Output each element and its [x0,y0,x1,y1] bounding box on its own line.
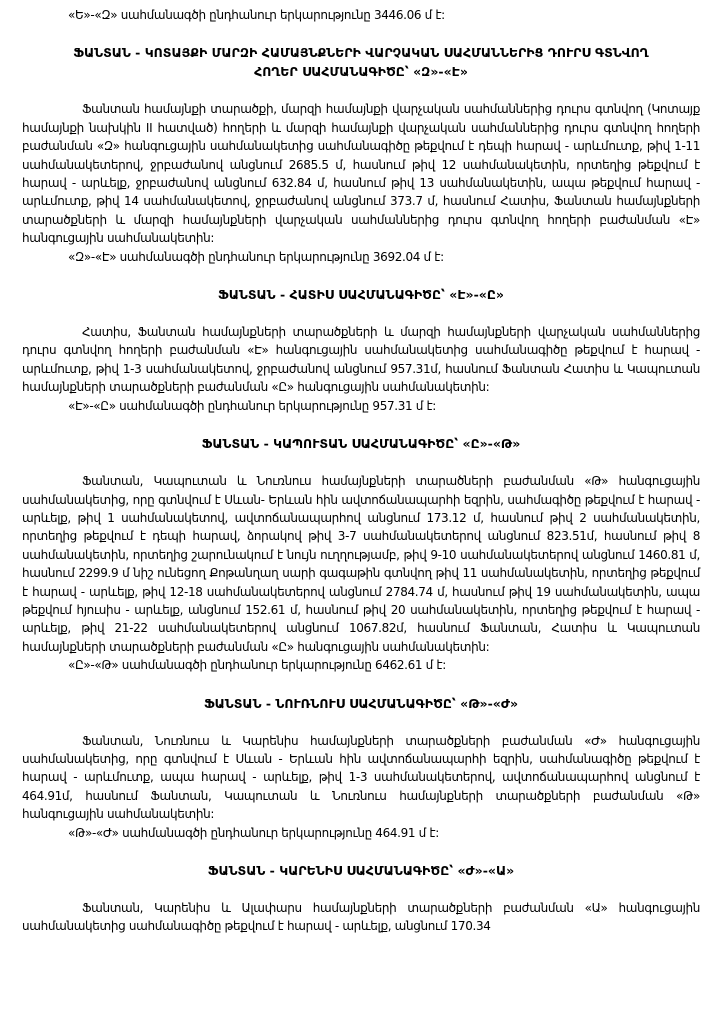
section-body: Ֆանտան, Նուռնուս և Կարենիս համայնքների տարածքների բաժանման «Ժ» հանգուցային սահմանակետից, որը գտնվում է Սևան - Երևան հին ավտոճանապարհի եզրին, սահմանագիծը թեքվում է հարավ - արևմուտք, ապա հարավ - արևելք, թիվ 1-3 սահմանակետերով, ավտոճանապարհով անցնում է 464.91մ, հասնում Ֆանտան, Կապուտան և Նուռնուս համայնքների տարածքների բաժանման «Թ» հանգուցային սահմանակետին: [22,733,700,822]
section-summary: «Ը»-«Թ» սահմանագծի ընդհանուր երկարությունը 6462.61 մ է: [68,658,446,673]
section-heading: ՖԱՆՏԱՆ - ՆՈՒՌՆՈՒՍ ՍԱՀՄԱՆԱԳԻԾԸ՝ «Թ»-«Ժ» [203,695,519,711]
section-heading: ՖԱՆՏԱՆ - ԿԱՐԵՆԻՍ ՍԱՀՄԱՆԱԳԻԾԸ՝ «Ժ»-«Ա» [207,863,515,878]
section-body: Ֆանտան, Կարենիս և Ալափարս համայնքների տարածքների բաժանման «Ա» հանգուցային սահմանակետից սահմանագիծը թեքվում է հարավ - արևելք, անցնում 170.34 [22,901,700,934]
section-summary: «Թ»-«Ժ» սահմանագծի ընդհանուր երկարությունը 464.91 մ է: [68,825,439,840]
section-body: Հատիս, Ֆանտան համայնքների տարածքների և մարզի համայնքների վարչական սահմաններից դուրս գտնվող հողերի բաժանման «Է» հանգուցային սահմանակետից սահմանագիծը թեքվում է հարավ - արևմուտք, թիվ 1-3 սահմանակետով, ջրբաժանով անցնում 957.31մ, հասնում Ֆանտան Հատիս և Կապուտան համայնքների տարածքների բաժանման «Ը» հանգուցային սահմանակետին: [22,325,700,395]
document-page [22,6,700,936]
section-heading: ՖԱՆՏԱՆ - ՀԱՏԻՍ ՍԱՀՄԱՆԱԳԻԾԸ՝ «Է»-«Ը» [218,287,504,303]
section-summary: «Զ»-«Է» սահմանագծի ընդհանուր երկարությունը 3692.04 մ է: [68,249,444,264]
section-heading: ՖԱՆՏԱՆ - ԿԱՊՈՒՏԱՆ ՍԱՀՄԱՆԱԳԻԾԸ՝ «Ը»-«Թ» [201,436,521,452]
section-fantan-kotayk [22,43,700,266]
section-fantan-nurnus [22,694,700,842]
section-fantan-karenis [22,861,700,936]
section-body: Ֆանտան համայնքի տարածքի, մարզի համայնքի վարչական սահմաններից դուրս գտնվող (Կոտայք համայնքի նախկին II հատված) հողերի և մարզի համայնքի վարչական սահմաններից դուրս գտնվող հողերի բաժանման «Զ» հանգուցային սահմանակետից սահմանագիծը թեքվում է դեպի հարավ - արևմուտք, թիվ 1-11 սահմանակետերով, ջրբաժանով անցնում 2685.5 մ, հասնում թիվ 12 սահմանակետին, որտեղից թեքվում է հարավ - արևելք, ջրբաժանով անցնում 632.84 մ, հասնում թիվ 13 սահմանակետին, ապա թեքվում հարավ - արևմուտք, թիվ 14 սահմանակետով, ջրբաժանով անցնում 373.7 մ, հասնում Հատիս, Ֆանտան համայնքների տարածքների և մարզի համայնքների վարչական սահմաններից դուրս գտնվող հողերի բաժանման «Է» հանգուցային սահմանակետին: [22,102,700,246]
section-fantan-hatis [22,285,700,415]
section-fantan-kaputan [22,434,700,674]
section-heading: ՖԱՆՏԱՆ - ԿՈՏԱՅՔԻ ՄԱՐԶԻ ՀԱՄԱՅՆՔՆԵՐԻ ՎԱՐՉԱԿԱՆ ՍԱՀՄԱՆՆԵՐԻՑ ԴՈՒՐՍ ԳՏՆՎՈՂ ՀՈՂԵՐ ՍԱՀՄԱՆԱԳԻԾԸ՝ «Զ»-«Է» [73,45,649,80]
section-body: Ֆանտան, Կապուտան և Նուռնուս համայնքների տարածների բաժանման «Թ» հանգուցային սահմանակետից, որը գտնվում է Սևան- Երևան հին ավտոճանապարհի եզրին, սահմագիծը թեքվում է հարավ - արևելք, թիվ 1 սահմանակետով, ավտոճանապարհով անցնում 173.12 մ, հասնում թիվ 2 սահմանակետին, որտեղից թեքվում է դեպի հարավ, ձորակով թիվ 3-7 սահմանակետերով անցնում 823.51մ, հասնում թիվ 8 սահմանակետին, որտեղից շարունակում է նույն ուղղությամբ, թիվ 9-10 սահմանակետերով անցնում 1460.81 մ, հասնում 2299.9 մ նիշ ունեցող Քոթանղաղ սարի գագաթին գտնվող թիվ 11 սահմանակետին, որտեղից թեքվում է հարավ - արևելք, թիվ 12-18 սահմանակետերով անցնում 2784.74 մ, հասնում թիվ 19 սահմանակետին, ապա թեքվում հյուսիս - արևելք, անցնում 152.61 մ, հասնում թիվ 20 սահմանակետին, որտեղից թեքվում է հարավ - արևելք, թիվ 21-22 սահմանակետերով անցնում 1067.82մ, հասնում Ֆանտան, Հատիս և Կապուտան համայնքների տարածքների բաժանման «Ը» հանգուցային սահմանակետին: [22,474,700,654]
section-summary: «Է»-«Ը» սահմանագծի ընդհանուր երկարությունը 957.31 մ է: [68,398,436,413]
intro-summary: «Ե»-«Զ» սահմանագծի ընդհանուր երկարությունը 3446.06 մ է: [68,8,445,22]
